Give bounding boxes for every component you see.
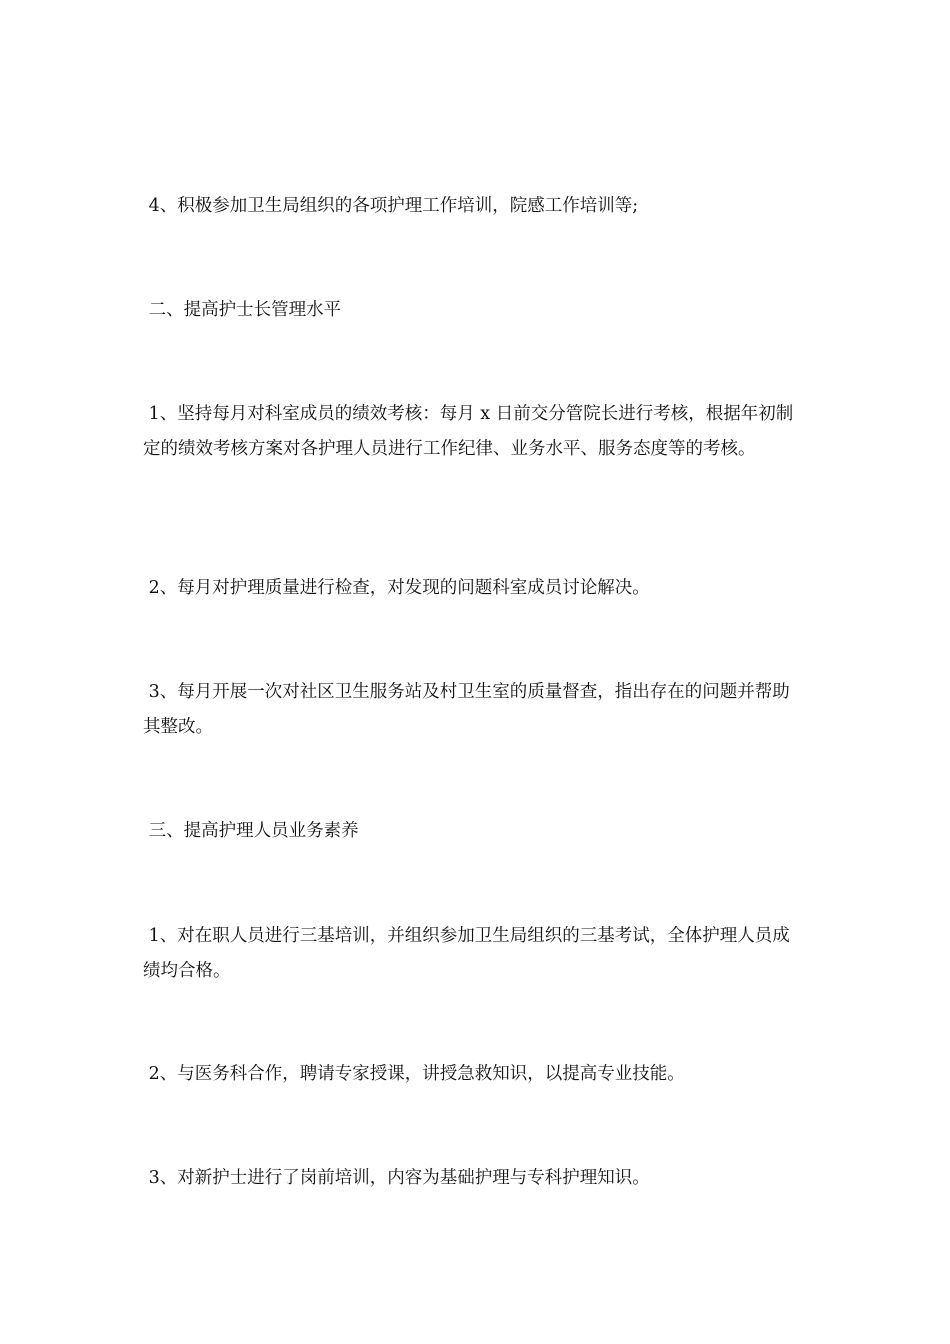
paragraph-training-participation: 4、积极参加卫生局组织的各项护理工作培训，院感工作培训等; xyxy=(143,196,639,216)
paragraph-performance-assessment: 1、坚持每月对科室成员的绩效考核：每月 x 日前交分管院长进行考核，根据年初制定的绩效考核方案对各护理人员进行工作纪律、业务水平、服务态度等的考核。 xyxy=(143,404,794,459)
paragraph-new-nurse-training: 3、对新护士进行了岗前培训，内容为基础护理与专科护理知识。 xyxy=(143,1168,650,1188)
paragraph-quality-supervision: 3、每月开展一次对社区卫生服务站及村卫生室的质量督查，指出存在的问题并帮助其整改。 xyxy=(143,682,790,737)
paragraph-quality-inspection: 2、每月对护理质量进行检查，对发现的问题科室成员讨论解决。 xyxy=(143,578,650,598)
section-heading-professional-quality: 三、提高护理人员业务素养 xyxy=(143,821,359,841)
paragraph-three-basics-training: 1、对在职人员进行三基培训，并组织参加卫生局组织的三基考试，全体护理人员成绩均合格。 xyxy=(143,926,790,981)
section-heading-head-nurse-management: 二、提高护士长管理水平 xyxy=(143,300,342,320)
paragraph-expert-lectures: 2、与医务科合作，聘请专家授课，讲授急救知识，以提高专业技能。 xyxy=(143,1064,685,1084)
